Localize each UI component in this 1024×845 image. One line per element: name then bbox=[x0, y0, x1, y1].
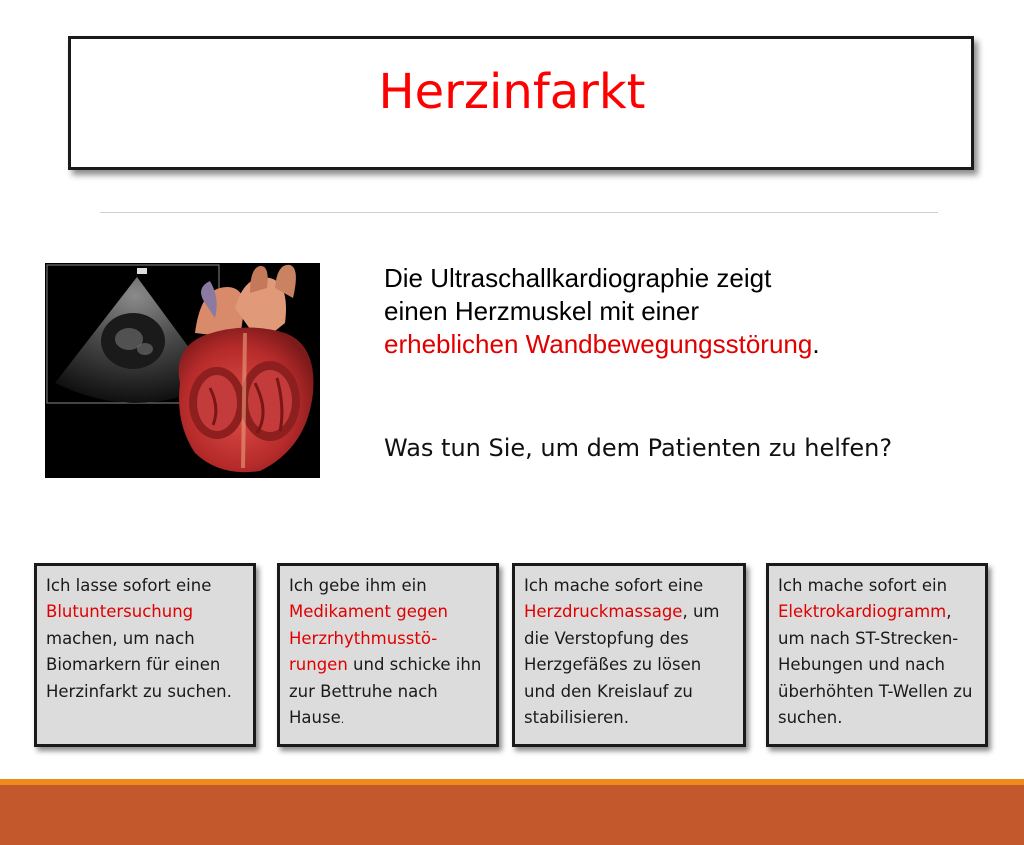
option-text: , um nach ST-Strecken-Hebungen und nach überhöhten T-Wellen zu suchen. bbox=[778, 602, 973, 727]
slide-title: Herzinfarkt bbox=[378, 64, 646, 120]
highlight-text: erheblichen Wandbewegungsstörung bbox=[384, 329, 813, 360]
divider bbox=[100, 212, 938, 213]
main-text bbox=[384, 262, 1004, 361]
option-highlight: Elektrokardiogramm bbox=[778, 602, 947, 622]
option-highlight: Medikament gegen Herzrhythmusstö-rungen bbox=[289, 602, 448, 675]
answer-option-4[interactable] bbox=[766, 563, 988, 747]
option-text-tail: . bbox=[340, 712, 345, 726]
main-text-line: Die Ultraschallkardiographie zeigt bbox=[384, 263, 772, 293]
heart-echo-image bbox=[45, 263, 320, 478]
option-text: machen, um nach Biomarkern für einen Herzinfarkt zu suchen. bbox=[46, 628, 232, 701]
option-text: Ich mache sofort ein bbox=[778, 576, 948, 595]
option-text: und schicke ihn zur Bettruhe nach Hause bbox=[289, 655, 482, 727]
option-highlight: Herzdruckmassage bbox=[524, 602, 683, 622]
main-text-line bbox=[384, 328, 1004, 361]
answer-option-2[interactable] bbox=[277, 563, 499, 747]
main-text-punct: . bbox=[812, 329, 820, 360]
question: Was tun Sie, um dem Patienten zu helfen? bbox=[384, 434, 893, 462]
option-text: Ich mache sofort eine bbox=[524, 576, 704, 595]
option-text: Ich lasse sofort eine bbox=[46, 576, 212, 595]
option-text: , um die Verstopfung des Herzgefäßes zu lösen und den Kreislauf zu stabilisieren. bbox=[524, 602, 720, 727]
heart-echo-figure bbox=[45, 263, 320, 478]
answer-option-3[interactable] bbox=[512, 563, 746, 747]
option-text: Ich gebe ihm ein bbox=[289, 576, 427, 595]
footer-bar bbox=[0, 785, 1024, 845]
main-text-line: einen Herzmuskel mit einer bbox=[384, 296, 700, 327]
answer-option-1[interactable] bbox=[34, 563, 256, 747]
option-highlight: Blutuntersuchung bbox=[46, 602, 194, 622]
